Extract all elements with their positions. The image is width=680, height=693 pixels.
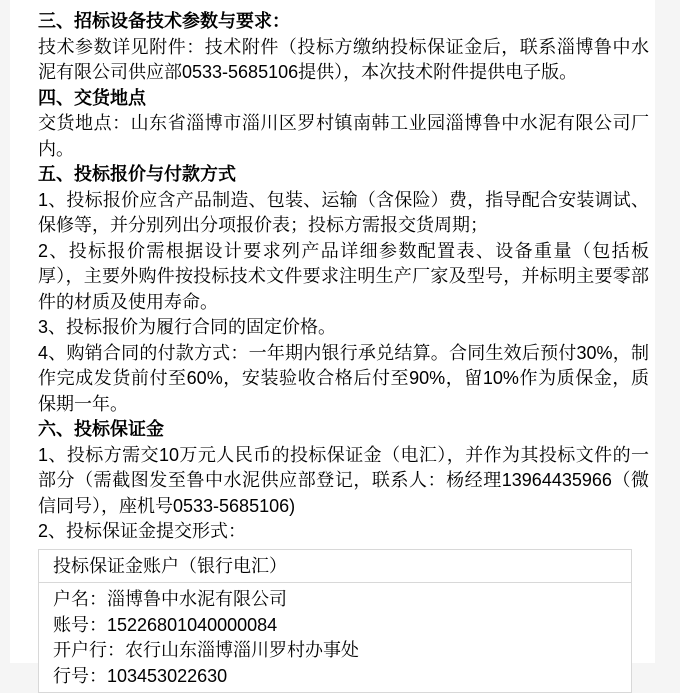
bank-code: 行号：103453022630 xyxy=(53,664,621,690)
document-page xyxy=(10,0,655,663)
paragraph-deposit-item-1: 1、投标方需交10万元人民币的投标保证金（电汇），并作为其投标文件的一部分（需截图发至鲁中水泥供应部登记，联系人：杨经理13964435966（微信同号），座机号0533-5685106) xyxy=(38,443,649,520)
table-row-header xyxy=(39,549,632,583)
tender-document-body xyxy=(38,9,649,693)
paragraph-quotation-item-4: 4、购销合同的付款方式：一年期内银行承兑结算。合同生效后预付30%，制作完成发货前付至60%，安装验收合格后付至90%，留10%作为质保金，质保期一年。 xyxy=(38,341,649,418)
table-row-bank-details xyxy=(39,583,632,693)
bank-account-number: 账号：15226801040000084 xyxy=(53,613,621,639)
table-cell-deposit-account-header: 投标保证金账户（银行电汇） xyxy=(39,549,632,583)
paragraph-deposit-item-2: 2、投标保证金提交形式： xyxy=(38,519,649,545)
paragraph-delivery-address: 交货地点：山东省淄博市淄川区罗村镇南韩工业园淄博鲁中水泥有限公司厂内。 xyxy=(38,111,649,162)
bank-account-name: 户名：淄博鲁中水泥有限公司 xyxy=(53,587,621,613)
bank-branch: 开户行：农行山东淄博淄川罗村办事处 xyxy=(53,638,621,664)
deposit-account-table xyxy=(38,549,632,693)
paragraph-quotation-item-3: 3、投标报价为履行合同的固定价格。 xyxy=(38,315,649,341)
table-cell-bank-details xyxy=(39,583,632,693)
paragraph-quotation-item-2: 2、投标报价需根据设计要求列产品详细参数配置表、设备重量（包括板厚），主要外购件按投标技术文件要求注明生产厂家及型号，并标明主要零部件的材质及使用寿命。 xyxy=(38,239,649,316)
heading-section-6-bid-deposit: 六、投标保证金 xyxy=(38,417,649,443)
paragraph-quotation-item-1: 1、投标报价应含产品制造、包装、运输（含保险）费，指导配合安装调试、保修等，并分别列出分项报价表；投标方需报交货周期； xyxy=(38,188,649,239)
heading-section-4-delivery-location: 四、交货地点 xyxy=(38,86,649,112)
heading-section-5-quotation-payment: 五、投标报价与付款方式 xyxy=(38,162,649,188)
heading-section-3-technical-parameters: 三、招标设备技术参数与要求： xyxy=(38,9,649,35)
paragraph-technical-attachment: 技术参数详见附件：技术附件（投标方缴纳投标保证金后，联系淄博鲁中水泥有限公司供应部0533-5685106提供），本次技术附件提供电子版。 xyxy=(38,35,649,86)
